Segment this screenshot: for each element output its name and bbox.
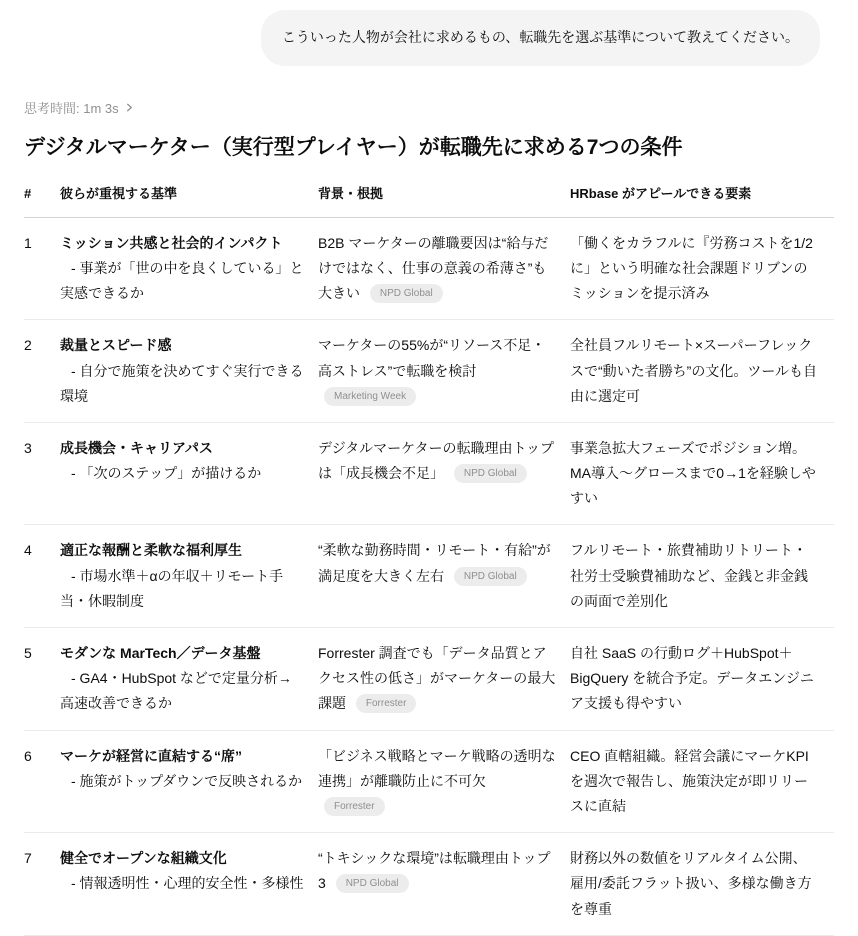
criteria-title: ミッション共感と社会的インパクト xyxy=(60,234,283,251)
criteria-title: 成長機会・キャリアパス xyxy=(60,439,213,456)
user-message-row xyxy=(24,0,834,66)
evidence-cell xyxy=(318,730,570,833)
evidence-cell xyxy=(318,320,570,423)
criteria-detail: - 「次のステップ」が描けるか xyxy=(71,465,262,482)
criteria-title: 健全でオープンな組織文化 xyxy=(60,850,227,867)
evidence-text: デジタルマーケターの転職理由トップは「成長機会不足」 xyxy=(318,439,555,482)
criteria-cell xyxy=(60,217,318,320)
appeal-cell: 全社員フルリモート×スーパーフレックスで“動いた者勝ち”の文化。ツールも自由に選定可 xyxy=(570,320,834,423)
criteria-detail: - 情報透明性・心理的安全性・多様性 xyxy=(71,875,304,892)
criteria-detail: - 施策がトップダウンで反映されるか xyxy=(71,772,303,789)
table-row xyxy=(24,833,834,936)
table-row xyxy=(24,217,834,320)
citation-badge[interactable]: NPD Global xyxy=(454,464,527,483)
user-message-bubble: こういった人物が会社に求めるもの、転職先を選ぶ基準について教えてください。 xyxy=(261,10,820,66)
col-header-number: # xyxy=(24,176,60,217)
criteria-cell xyxy=(60,320,318,423)
criteria-detail: - 自分で施策を決めてすぐ実行できる環境 xyxy=(60,362,304,404)
evidence-text: “トキシックな環境”は転職理由トップ3 xyxy=(318,850,551,892)
criteria-detail: - GA4・HubSpot などで定量分析→高速改善できるか xyxy=(60,670,292,712)
evidence-text: “柔軟な勤務時間・リモート・有給”が満足度を大きく左右 xyxy=(318,542,551,584)
appeal-cell: 財務以外の数値をリアルタイム公開、雇用/委託フラット扱い、多様な働き方を尊重 xyxy=(570,833,834,936)
criteria-detail: - 市場水準＋αの年収＋リモート手当・休暇制度 xyxy=(60,567,284,609)
citation-badge[interactable]: Forrester xyxy=(356,694,417,713)
citation-badge[interactable]: Forrester xyxy=(324,797,385,816)
appeal-cell: 自社 SaaS の行動ログ＋HubSpot＋BigQuery を統合予定。データエンジニア支援も得やすい xyxy=(570,628,834,731)
criteria-cell xyxy=(60,628,318,731)
thinking-time-toggle[interactable] xyxy=(24,98,135,117)
col-header-criteria: 彼らが重視する基準 xyxy=(60,176,318,217)
evidence-text: Forrester 調査でも「データ品質とアクセス性の低さ」がマーケターの最大課題 xyxy=(318,645,556,712)
citation-badge[interactable]: NPD Global xyxy=(370,284,443,303)
evidence-cell xyxy=(318,833,570,936)
table-row xyxy=(24,628,834,731)
table-row xyxy=(24,730,834,833)
evidence-cell xyxy=(318,217,570,320)
table-row xyxy=(24,525,834,628)
criteria-table xyxy=(24,176,834,935)
row-number: 4 xyxy=(24,525,60,628)
row-number: 1 xyxy=(24,217,60,320)
criteria-detail: - 事業が「世の中を良くしている」と実感できるか xyxy=(60,259,304,302)
col-header-appeal: HRbase がアピールできる要素 xyxy=(570,176,834,217)
thinking-time-label: 思考時間: 1m 3s xyxy=(24,100,119,116)
citation-badge[interactable]: NPD Global xyxy=(336,874,409,893)
appeal-cell: フルリモート・旅費補助リトリート・社労士受験費補助など、金銭と非金銭の両面で差別化 xyxy=(570,525,834,628)
evidence-text: 「ビジネス戦略とマーケ戦略の透明な連携」が離職防止に不可欠 xyxy=(318,747,556,789)
criteria-cell xyxy=(60,730,318,833)
table-row xyxy=(24,320,834,423)
citation-badge[interactable]: NPD Global xyxy=(454,567,527,586)
criteria-title: 裁量とスピード感 xyxy=(60,337,172,354)
criteria-cell xyxy=(60,525,318,628)
col-header-evidence: 背景・根拠 xyxy=(318,176,570,217)
row-number: 5 xyxy=(24,628,60,731)
criteria-title: マーケが経営に直結する“席” xyxy=(60,747,242,764)
evidence-cell xyxy=(318,628,570,731)
evidence-text: マーケターの55%が“リソース不足・高ストレス”で転職を検討 xyxy=(318,337,546,379)
evidence-cell xyxy=(318,525,570,628)
page-title: デジタルマーケター（実行型プレイヤー）が転職先に求める7つの条件 xyxy=(24,135,683,159)
citation-badge[interactable]: Marketing Week xyxy=(324,387,416,406)
table-header-row xyxy=(24,176,834,217)
appeal-cell: CEO 直轄組織。経営会議にマーケKPIを週次で報告し、施策決定が即リリースに直結 xyxy=(570,730,834,833)
criteria-title: 適正な報酬と柔軟な福利厚生 xyxy=(60,542,242,559)
row-number: 7 xyxy=(24,833,60,936)
chevron-right-icon[interactable] xyxy=(124,102,135,113)
evidence-cell xyxy=(318,422,570,525)
evidence-text: B2B マーケターの離職要因は“給与だけではなく、仕事の意義の希薄さ”も大きい xyxy=(318,234,549,302)
row-number: 3 xyxy=(24,422,60,525)
criteria-cell xyxy=(60,833,318,936)
appeal-cell: 「働くをカラフルに『労務コストを1/2に」という明確な社会課題ドリブンのミッションを提示済み xyxy=(570,217,834,320)
criteria-cell xyxy=(60,422,318,525)
row-number: 2 xyxy=(24,320,60,423)
criteria-title: モダンな MarTech／データ基盤 xyxy=(60,645,261,662)
row-number: 6 xyxy=(24,730,60,833)
appeal-cell: 事業急拡大フェーズでポジション増。MA導入〜グロースまで0→1を経験しやすい xyxy=(570,422,834,525)
table-row xyxy=(24,422,834,525)
